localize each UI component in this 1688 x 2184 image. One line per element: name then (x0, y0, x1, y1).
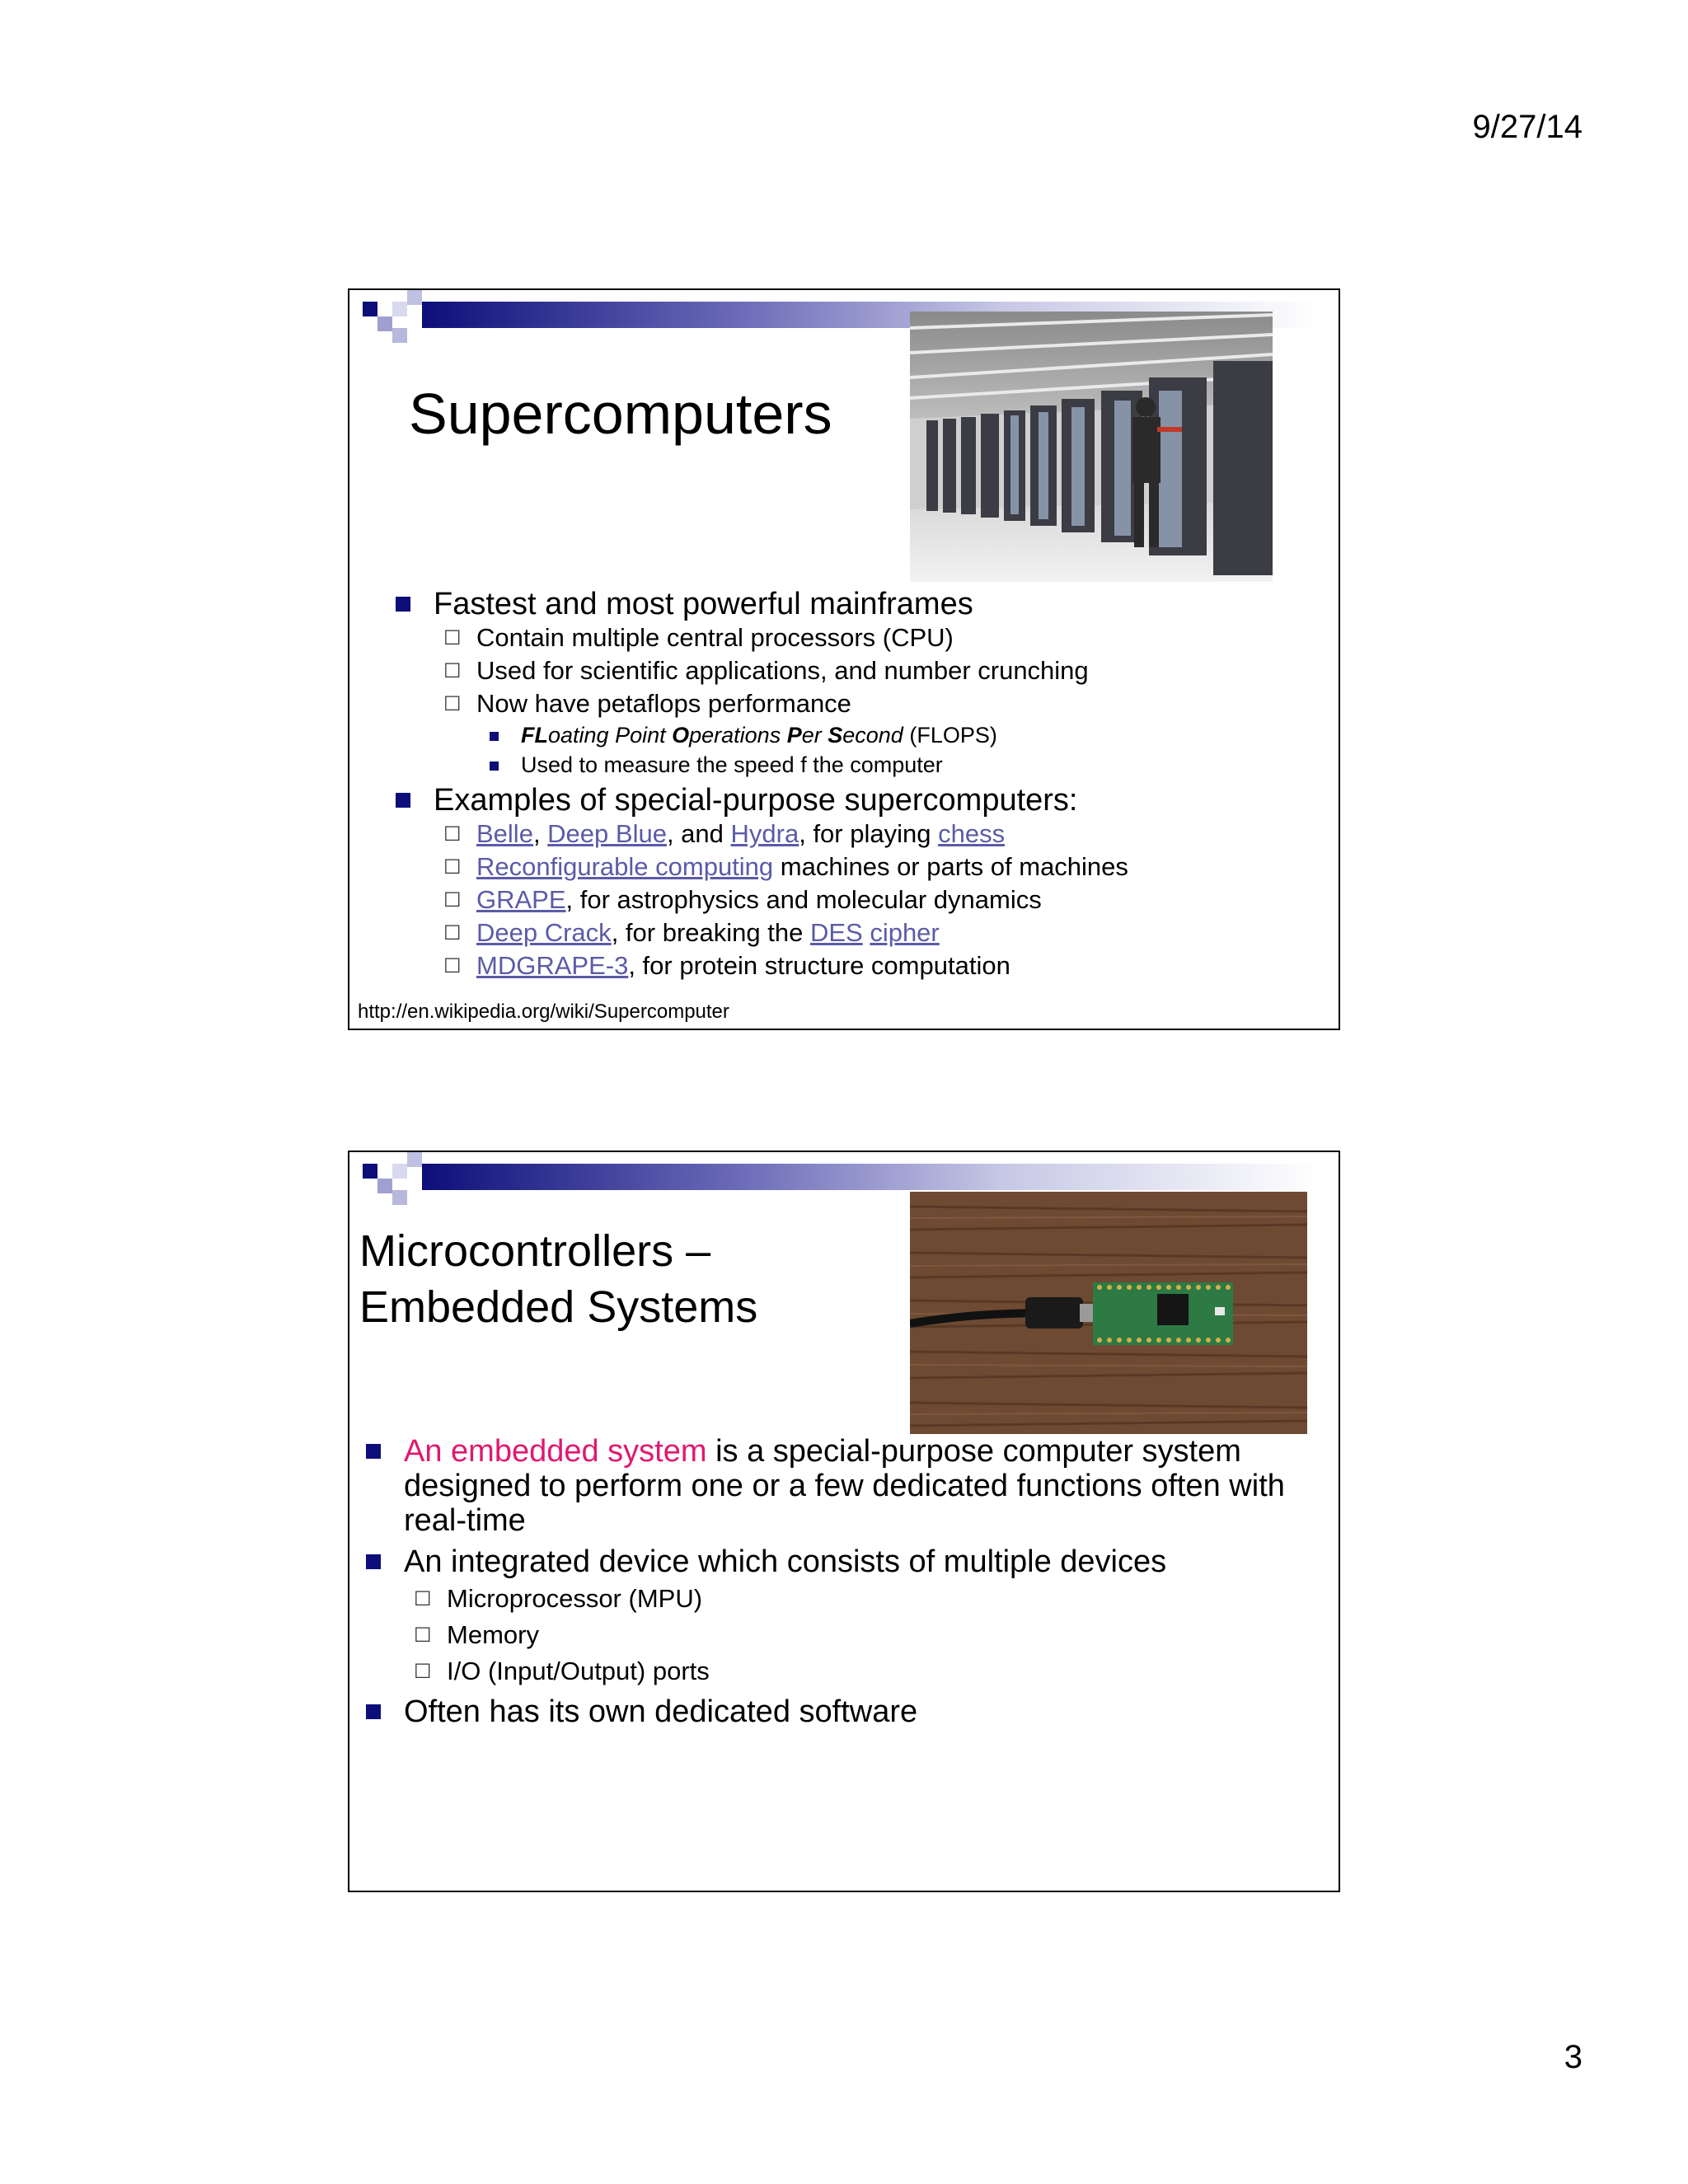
header-decor-square (392, 302, 407, 316)
bullet-text: is a special-purpose computer system designed to perform one or a few dedicated functions often with real-time (404, 1434, 1285, 1538)
sub-bullet-item (434, 621, 1322, 654)
sub-bullet-item (404, 1617, 1322, 1653)
sub-bullet-item (434, 818, 1322, 851)
flops-letter: P (786, 723, 802, 748)
text-sep: , for breaking the (611, 918, 810, 947)
flops-letter: O (672, 723, 690, 748)
slide-title: Supercomputers (409, 382, 832, 446)
bullet-text: Often has its own dedicated software (404, 1694, 918, 1729)
microcontroller-board-photo (910, 1192, 1307, 1434)
subsub-bullet-flops (476, 720, 1322, 750)
slide-content (387, 587, 1322, 982)
slide-title (359, 1223, 757, 1335)
header-decor-square (392, 328, 407, 343)
sub-bullet-item (404, 1653, 1322, 1690)
flops-letter: FL (521, 723, 548, 748)
slide-supercomputers (348, 288, 1340, 1030)
bullet-item (387, 783, 1322, 818)
sub-bullet-item (434, 851, 1322, 883)
slide-content (358, 1434, 1322, 1736)
title-line: Embedded Systems (359, 1282, 758, 1332)
bullet-text: Microprocessor (MPU) (447, 1584, 703, 1613)
bullet-text: Memory (447, 1620, 539, 1649)
source-url: http://en.wikipedia.org/wiki/Supercomputer (358, 1001, 729, 1023)
text-sep: , and (666, 819, 731, 848)
flops-text: oating Point (548, 723, 673, 748)
supercomputer-photo (910, 312, 1273, 582)
flops-text: er (801, 723, 828, 748)
header-decor-square (377, 316, 392, 331)
sub-bullet-item (434, 949, 1322, 982)
link-mdgrape-3[interactable]: MDGRAPE-3 (476, 951, 629, 980)
flops-text: perations (689, 723, 787, 748)
header-gradient-bar (422, 1164, 1320, 1190)
bullet-text: , for astrophysics and molecular dynamics (565, 885, 1042, 914)
header-decor-square (363, 302, 377, 316)
bullet-text: Now have petaflops performance (476, 689, 851, 718)
bullet-item (358, 1694, 1322, 1729)
bullet-text: Examples of special-purpose supercomputers: (434, 783, 1078, 818)
link-deep-crack[interactable]: Deep Crack (476, 918, 612, 947)
sub-bullet-item (404, 1581, 1322, 1617)
header-decor-square (392, 1164, 407, 1179)
link-belle[interactable]: Belle (476, 819, 533, 848)
link-deep-blue[interactable]: Deep Blue (547, 819, 667, 848)
header-decor-square (392, 1190, 407, 1205)
link-hydra[interactable]: Hydra (730, 819, 799, 848)
text-sep: , (532, 819, 548, 848)
header-decor-square (407, 1152, 422, 1167)
link-chess[interactable]: chess (938, 819, 1006, 848)
title-line: Microcontrollers – (359, 1226, 711, 1276)
link-grape[interactable]: GRAPE (476, 885, 566, 914)
header-decor-square (407, 290, 422, 305)
highlight-term: An embedded system (404, 1434, 707, 1469)
flops-abbrev: (FLOPS) (903, 723, 997, 748)
header-decor-square (377, 1179, 392, 1193)
sub-bullet-item (434, 883, 1322, 916)
link-cipher[interactable]: cipher (870, 918, 940, 947)
text-sep: , for playing (799, 819, 939, 848)
flops-letter: S (828, 723, 843, 748)
bullet-text: Used to measure the speed f the computer (521, 752, 943, 777)
sub-bullet-item (434, 654, 1322, 687)
bullet-text: Contain multiple central processors (CPU) (476, 623, 954, 652)
page-date: 9/27/14 (1472, 109, 1582, 145)
bullet-item (358, 1544, 1322, 1579)
subsub-bullet-speed (476, 750, 1322, 780)
bullet-text: I/O (Input/Output) ports (447, 1657, 710, 1685)
bullet-text: Fastest and most powerful mainframes (434, 587, 973, 621)
bullet-text: , for protein structure computation (628, 951, 1010, 980)
header-decor-square (363, 1164, 377, 1179)
bullet-text: machines or parts of machines (773, 852, 1128, 881)
sub-bullet-item (434, 916, 1322, 949)
link-des[interactable]: DES (809, 918, 863, 947)
sub-bullet-item (434, 687, 1322, 720)
bullet-item (387, 587, 1322, 621)
slide-microcontrollers (348, 1151, 1340, 1892)
flops-text: econd (842, 723, 903, 748)
link-reconfigurable-computing[interactable]: Reconfigurable computing (476, 852, 774, 881)
page-number: 3 (1564, 2039, 1582, 2075)
bullet-text: Used for scientific applications, and number crunching (476, 656, 1089, 685)
bullet-item (358, 1434, 1322, 1538)
bullet-text: An integrated device which consists of multiple devices (404, 1544, 1167, 1579)
